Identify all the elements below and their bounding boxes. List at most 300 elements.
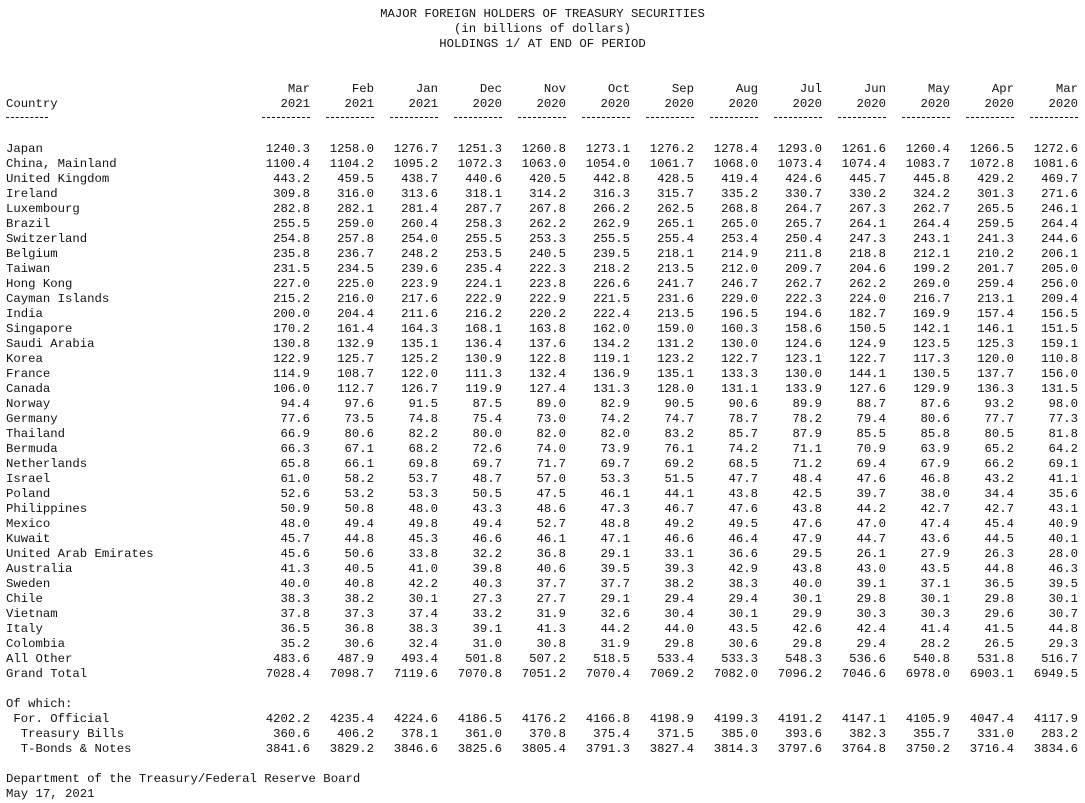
column-header-rule <box>838 112 886 122</box>
column-header-year: 2021 <box>408 97 438 111</box>
holding-value: 49.8 <box>408 517 438 531</box>
holding-value: 82.9 <box>600 397 630 411</box>
country-name: United Arab Emirates <box>6 547 154 561</box>
holding-value: 49.4 <box>472 517 502 531</box>
column-header-rule <box>582 112 630 122</box>
holding-value: 258.3 <box>465 217 502 231</box>
holding-value: 241.3 <box>977 232 1014 246</box>
holding-value: 74.0 <box>536 442 566 456</box>
holding-value: 47.7 <box>728 472 758 486</box>
holding-value: 255.5 <box>273 217 310 231</box>
holding-value: 30.1 <box>728 607 758 621</box>
holding-value: 85.7 <box>728 427 758 441</box>
holding-value: 90.6 <box>728 397 758 411</box>
holding-value: 47.3 <box>600 502 630 516</box>
holding-value: 47.6 <box>792 517 822 531</box>
holding-value: 65.8 <box>280 457 310 471</box>
holding-value: 218.8 <box>849 247 886 261</box>
column-header-month: Sep <box>671 82 694 96</box>
holding-value: 135.1 <box>657 367 694 381</box>
holding-value: 48.0 <box>280 517 310 531</box>
holding-value: 283.2 <box>1041 727 1078 741</box>
holding-value: 159.0 <box>657 322 694 336</box>
holding-value: 71.7 <box>536 457 566 471</box>
holding-value: 119.9 <box>465 382 502 396</box>
holding-value: 264.4 <box>1041 217 1078 231</box>
column-header-month: Nov <box>543 82 566 96</box>
holding-value: 224.0 <box>849 292 886 306</box>
column-header-rule <box>774 112 822 122</box>
holding-value: 42.7 <box>920 502 950 516</box>
column-header-month: Mar <box>1055 82 1078 96</box>
column-header-rule <box>262 112 310 122</box>
holding-value: 196.5 <box>721 307 758 321</box>
holding-value: 256.0 <box>1041 277 1078 291</box>
holding-value: 39.5 <box>1048 577 1078 591</box>
holding-value: 7070.8 <box>457 667 502 681</box>
holding-value: 217.6 <box>401 292 438 306</box>
holding-value: 1072.8 <box>969 157 1014 171</box>
holding-value: 487.9 <box>337 652 374 666</box>
holding-value: 91.5 <box>408 397 438 411</box>
holding-value: 30.6 <box>728 637 758 651</box>
holding-value: 43.1 <box>1048 502 1078 516</box>
holding-value: 39.1 <box>856 577 886 591</box>
holding-value: 361.0 <box>465 727 502 741</box>
holding-value: 77.3 <box>1048 412 1078 426</box>
holding-value: 82.0 <box>536 427 566 441</box>
country-name: All Other <box>6 652 73 666</box>
holding-value: 29.8 <box>664 637 694 651</box>
holding-value: 33.1 <box>664 547 694 561</box>
country-name: Australia <box>6 562 73 576</box>
holding-value: 27.9 <box>920 547 950 561</box>
holding-value: 70.9 <box>856 442 886 456</box>
holding-value: 43.8 <box>728 487 758 501</box>
holding-value: 74.2 <box>728 442 758 456</box>
holding-value: 117.3 <box>913 352 950 366</box>
holding-value: 507.2 <box>529 652 566 666</box>
holding-value: 42.2 <box>408 577 438 591</box>
country-name: Luxembourg <box>6 202 80 216</box>
holding-value: 420.5 <box>529 172 566 186</box>
holding-value: 130.0 <box>785 367 822 381</box>
holding-value: 112.7 <box>337 382 374 396</box>
holding-value: 158.6 <box>785 322 822 336</box>
holding-value: 31.9 <box>536 607 566 621</box>
holding-value: 78.2 <box>792 412 822 426</box>
holding-value: 6978.0 <box>905 667 950 681</box>
holding-value: 122.7 <box>849 352 886 366</box>
country-name: Belgium <box>6 247 58 261</box>
holding-value: 226.6 <box>593 277 630 291</box>
holding-value: 442.8 <box>593 172 630 186</box>
holding-value: 3716.4 <box>969 742 1014 756</box>
holding-value: 1100.4 <box>265 157 310 171</box>
holding-value: 150.5 <box>849 322 886 336</box>
holding-value: 1054.0 <box>585 157 630 171</box>
holding-value: 7051.2 <box>521 667 566 681</box>
holding-value: 533.4 <box>657 652 694 666</box>
holding-value: 142.1 <box>913 322 950 336</box>
holding-value: 41.3 <box>280 562 310 576</box>
holding-value: 443.2 <box>273 172 310 186</box>
holding-value: 49.5 <box>728 517 758 531</box>
holding-value: 52.6 <box>280 487 310 501</box>
holding-value: 83.2 <box>664 427 694 441</box>
holding-value: 247.3 <box>849 232 886 246</box>
holding-value: 264.1 <box>849 217 886 231</box>
holding-value: 122.7 <box>721 352 758 366</box>
column-header-year: 2021 <box>344 97 374 111</box>
holding-value: 221.5 <box>593 292 630 306</box>
holding-value: 32.2 <box>472 547 502 561</box>
country-name: Hong Kong <box>6 277 73 291</box>
holding-value: 493.4 <box>401 652 438 666</box>
holding-value: 225.0 <box>337 277 374 291</box>
holding-value: 3841.6 <box>265 742 310 756</box>
holding-value: 40.0 <box>792 577 822 591</box>
holding-value: 1061.7 <box>649 157 694 171</box>
holding-value: 1074.4 <box>841 157 886 171</box>
holding-value: 3764.8 <box>841 742 886 756</box>
holding-value: 44.2 <box>856 502 886 516</box>
column-header-month: May <box>927 82 950 96</box>
holding-value: 536.6 <box>849 652 886 666</box>
holding-value: 214.9 <box>721 247 758 261</box>
holding-value: 49.4 <box>344 517 374 531</box>
holding-value: 57.0 <box>536 472 566 486</box>
holding-value: 87.5 <box>472 397 502 411</box>
holding-value: 42.4 <box>856 622 886 636</box>
holding-value: 53.2 <box>344 487 374 501</box>
holding-value: 78.7 <box>728 412 758 426</box>
holding-value: 129.9 <box>913 382 950 396</box>
holding-value: 61.0 <box>280 472 310 486</box>
holding-value: 97.6 <box>344 397 374 411</box>
holding-value: 48.7 <box>472 472 502 486</box>
holding-value: 160.3 <box>721 322 758 336</box>
holding-value: 68.2 <box>408 442 438 456</box>
holding-value: 45.7 <box>280 532 310 546</box>
holding-value: 271.6 <box>1041 187 1078 201</box>
holding-value: 82.0 <box>600 427 630 441</box>
holding-value: 44.0 <box>664 622 694 636</box>
holding-value: 50.9 <box>280 502 310 516</box>
holding-value: 125.2 <box>401 352 438 366</box>
holding-value: 262.7 <box>785 277 822 291</box>
holding-value: 4117.9 <box>1033 712 1078 726</box>
holding-value: 123.1 <box>785 352 822 366</box>
holding-value: 254.8 <box>273 232 310 246</box>
holding-value: 47.1 <box>600 532 630 546</box>
holding-value: 35.2 <box>280 637 310 651</box>
holding-value: 53.3 <box>408 487 438 501</box>
holding-value: 4199.3 <box>713 712 758 726</box>
holding-value: 41.1 <box>1048 472 1078 486</box>
holding-value: 3750.2 <box>905 742 950 756</box>
holding-value: 131.3 <box>593 382 630 396</box>
holding-value: 234.5 <box>337 262 374 276</box>
country-name: Taiwan <box>6 262 51 276</box>
holding-value: 51.5 <box>664 472 694 486</box>
footer-source: Department of the Treasury/Federal Reserve Board <box>6 772 361 786</box>
holding-value: 269.0 <box>913 277 950 291</box>
holding-value: 34.4 <box>984 487 1014 501</box>
holding-value: 40.3 <box>472 577 502 591</box>
holding-value: 64.2 <box>1048 442 1078 456</box>
holding-value: 194.6 <box>785 307 822 321</box>
holding-value: 7096.2 <box>777 667 822 681</box>
holding-value: 428.5 <box>657 172 694 186</box>
column-header-month: Oct <box>607 82 630 96</box>
holding-value: 370.8 <box>529 727 566 741</box>
column-header-month: Dec <box>479 82 502 96</box>
holding-value: 39.7 <box>856 487 886 501</box>
holding-value: 44.1 <box>664 487 694 501</box>
holding-value: 47.6 <box>728 502 758 516</box>
footer-date: May 17, 2021 <box>6 787 95 801</box>
holding-value: 27.3 <box>472 592 502 606</box>
holding-value: 222.4 <box>593 307 630 321</box>
column-header-month: Jun <box>863 82 886 96</box>
holding-value: 239.5 <box>593 247 630 261</box>
holding-value: 122.9 <box>273 352 310 366</box>
column-header-year: 2020 <box>536 97 566 111</box>
holding-value: 259.5 <box>977 217 1014 231</box>
holding-value: 30.1 <box>1048 592 1078 606</box>
country-name: Singapore <box>6 322 73 336</box>
holding-value: 315.7 <box>657 187 694 201</box>
holding-value: 123.2 <box>657 352 694 366</box>
country-name: United Kingdom <box>6 172 110 186</box>
country-name: T-Bonds & Notes <box>6 742 132 756</box>
holding-value: 501.8 <box>465 652 502 666</box>
holding-value: 53.7 <box>408 472 438 486</box>
holding-value: 330.7 <box>785 187 822 201</box>
holding-value: 4191.2 <box>777 712 822 726</box>
holding-value: 170.2 <box>273 322 310 336</box>
holding-value: 3797.6 <box>777 742 822 756</box>
holding-value: 182.7 <box>849 307 886 321</box>
holding-value: 48.4 <box>792 472 822 486</box>
holding-value: 136.4 <box>465 337 502 351</box>
holding-value: 41.3 <box>536 622 566 636</box>
holding-value: 131.1 <box>721 382 758 396</box>
holding-value: 1278.4 <box>713 142 758 156</box>
holding-value: 74.2 <box>600 412 630 426</box>
holding-value: 241.7 <box>657 277 694 291</box>
holding-value: 71.2 <box>792 457 822 471</box>
holding-value: 40.6 <box>536 562 566 576</box>
holding-value: 82.2 <box>408 427 438 441</box>
holding-value: 1293.0 <box>777 142 822 156</box>
holding-value: 1063.0 <box>521 157 566 171</box>
holding-value: 36.5 <box>984 577 1014 591</box>
holding-value: 37.3 <box>344 607 374 621</box>
holding-value: 69.2 <box>664 457 694 471</box>
holding-value: 445.7 <box>849 172 886 186</box>
holding-value: 1276.7 <box>393 142 438 156</box>
holding-value: 41.4 <box>920 622 950 636</box>
holding-value: 375.4 <box>593 727 630 741</box>
holding-value: 264.7 <box>785 202 822 216</box>
holding-value: 80.6 <box>344 427 374 441</box>
holding-value: 29.3 <box>1048 637 1078 651</box>
holding-value: 3791.3 <box>585 742 630 756</box>
holding-value: 424.6 <box>785 172 822 186</box>
holding-value: 65.2 <box>984 442 1014 456</box>
country-name: Treasury Bills <box>6 727 125 741</box>
holding-value: 262.5 <box>657 202 694 216</box>
holding-value: 316.3 <box>593 187 630 201</box>
holding-value: 531.8 <box>977 652 1014 666</box>
holding-value: 222.3 <box>785 292 822 306</box>
holding-value: 1273.1 <box>585 142 630 156</box>
holding-value: 45.3 <box>408 532 438 546</box>
holding-value: 324.2 <box>913 187 950 201</box>
column-header-year: 2020 <box>600 97 630 111</box>
holding-value: 330.2 <box>849 187 886 201</box>
holding-value: 3805.4 <box>521 742 566 756</box>
holding-value: 127.6 <box>849 382 886 396</box>
title-line-1: MAJOR FOREIGN HOLDERS OF TREASURY SECURITIES <box>380 7 705 21</box>
holding-value: 30.3 <box>856 607 886 621</box>
holding-value: 212.0 <box>721 262 758 276</box>
holding-value: 518.5 <box>593 652 630 666</box>
holding-value: 131.2 <box>657 337 694 351</box>
holding-value: 111.3 <box>465 367 502 381</box>
holding-value: 335.2 <box>721 187 758 201</box>
holding-value: 1068.0 <box>713 157 758 171</box>
holding-value: 314.2 <box>529 187 566 201</box>
holding-value: 216.0 <box>337 292 374 306</box>
holding-value: 483.6 <box>273 652 310 666</box>
holding-value: 282.1 <box>337 202 374 216</box>
holding-value: 30.1 <box>408 592 438 606</box>
holding-value: 38.3 <box>280 592 310 606</box>
holding-value: 267.8 <box>529 202 566 216</box>
holding-value: 3814.3 <box>713 742 758 756</box>
holding-value: 7028.4 <box>265 667 310 681</box>
holding-value: 126.7 <box>401 382 438 396</box>
holding-value: 438.7 <box>401 172 438 186</box>
holding-value: 265.7 <box>785 217 822 231</box>
holding-value: 125.3 <box>977 337 1014 351</box>
holding-value: 80.5 <box>984 427 1014 441</box>
title-line-2: (in billions of dollars) <box>453 22 632 36</box>
holding-value: 1260.8 <box>521 142 566 156</box>
holding-value: 67.1 <box>344 442 374 456</box>
holding-value: 3829.2 <box>329 742 374 756</box>
holding-value: 85.8 <box>920 427 950 441</box>
holding-value: 110.8 <box>1041 352 1078 366</box>
holding-value: 134.2 <box>593 337 630 351</box>
country-name: India <box>6 307 43 321</box>
holding-value: 39.5 <box>600 562 630 576</box>
holding-value: 122.8 <box>529 352 566 366</box>
holding-value: 210.2 <box>977 247 1014 261</box>
holding-value: 3827.4 <box>649 742 694 756</box>
holding-value: 282.8 <box>273 202 310 216</box>
holding-value: 218.1 <box>657 247 694 261</box>
holding-value: 31.9 <box>600 637 630 651</box>
holding-value: 29.6 <box>984 607 1014 621</box>
country-name: Thailand <box>6 427 66 441</box>
country-name: Switzerland <box>6 232 88 246</box>
holding-value: 254.0 <box>401 232 438 246</box>
holding-value: 445.8 <box>913 172 950 186</box>
holding-value: 1240.3 <box>265 142 310 156</box>
holding-value: 44.8 <box>344 532 374 546</box>
holding-value: 318.1 <box>465 187 502 201</box>
holding-value: 44.8 <box>984 562 1014 576</box>
holding-value: 98.0 <box>1048 397 1078 411</box>
holding-value: 43.8 <box>792 562 822 576</box>
holding-value: 35.6 <box>1048 487 1078 501</box>
holding-value: 44.2 <box>600 622 630 636</box>
holding-value: 540.8 <box>913 652 950 666</box>
holding-value: 127.4 <box>529 382 566 396</box>
holding-value: 4105.9 <box>905 712 950 726</box>
holding-value: 48.6 <box>536 502 566 516</box>
holding-value: 30.7 <box>1048 607 1078 621</box>
holding-value: 250.4 <box>785 232 822 246</box>
country-name: Philippines <box>6 502 88 516</box>
holding-value: 146.1 <box>977 322 1014 336</box>
holding-value: 262.7 <box>913 202 950 216</box>
holding-value: 66.3 <box>280 442 310 456</box>
holding-value: 73.0 <box>536 412 566 426</box>
holding-value: 215.2 <box>273 292 310 306</box>
holding-value: 87.6 <box>920 397 950 411</box>
holding-value: 130.8 <box>273 337 310 351</box>
holding-value: 1272.6 <box>1033 142 1078 156</box>
holding-value: 128.0 <box>657 382 694 396</box>
holding-value: 4147.1 <box>841 712 886 726</box>
holding-value: 163.8 <box>529 322 566 336</box>
holding-value: 265.1 <box>657 217 694 231</box>
column-header-month: Jan <box>415 82 438 96</box>
holding-value: 41.5 <box>984 622 1014 636</box>
holding-value: 69.7 <box>472 457 502 471</box>
holding-value: 204.4 <box>337 307 374 321</box>
holding-value: 4176.2 <box>521 712 566 726</box>
holding-value: 1266.5 <box>969 142 1014 156</box>
country-name: Brazil <box>6 217 51 231</box>
holding-value: 287.7 <box>465 202 502 216</box>
holding-value: 244.6 <box>1041 232 1078 246</box>
holding-value: 211.8 <box>785 247 822 261</box>
holding-value: 7046.6 <box>841 667 886 681</box>
holding-value: 265.5 <box>977 202 1014 216</box>
holding-value: 47.4 <box>920 517 950 531</box>
holding-value: 69.7 <box>600 457 630 471</box>
holding-value: 29.8 <box>984 592 1014 606</box>
holding-value: 32.4 <box>408 637 438 651</box>
column-header-year: 2020 <box>1048 97 1078 111</box>
holding-value: 122.0 <box>401 367 438 381</box>
country-name: Japan <box>6 142 43 156</box>
of-which-label: Of which: <box>6 697 73 711</box>
holding-value: 199.2 <box>913 262 950 276</box>
holding-value: 222.3 <box>529 262 566 276</box>
holding-value: 71.1 <box>792 442 822 456</box>
holding-value: 125.7 <box>337 352 374 366</box>
holding-value: 39.1 <box>472 622 502 636</box>
holding-value: 260.4 <box>401 217 438 231</box>
holding-value: 459.5 <box>337 172 374 186</box>
